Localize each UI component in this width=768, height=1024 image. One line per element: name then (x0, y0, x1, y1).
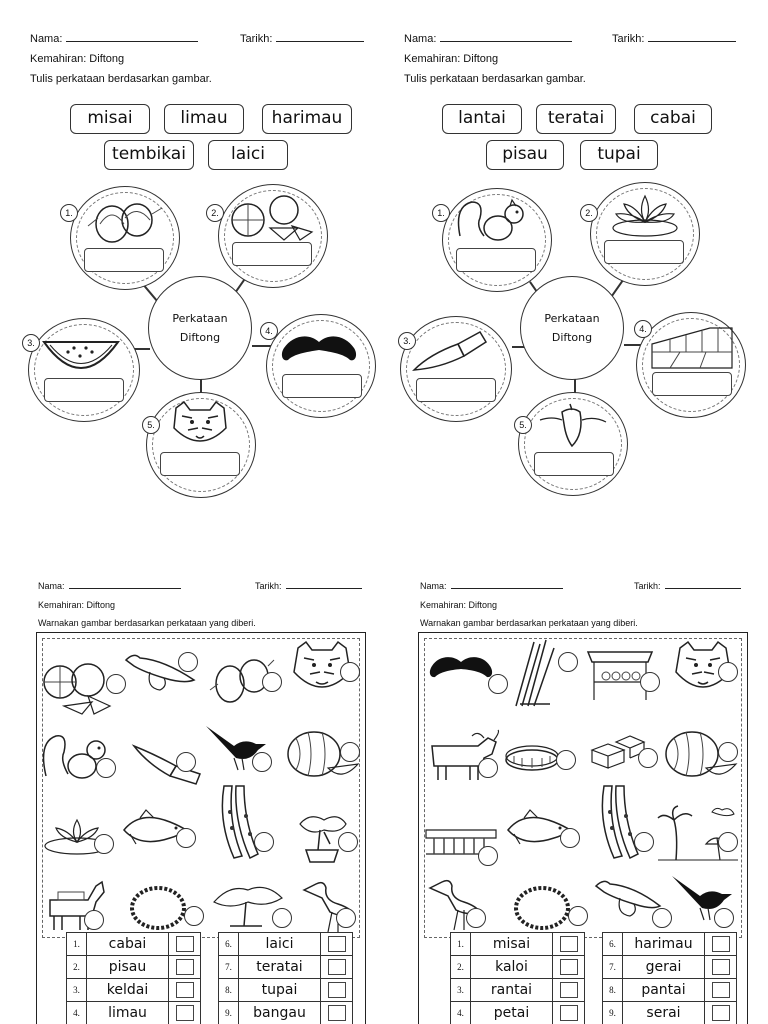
number-label: 5. (142, 416, 160, 434)
color-key-box[interactable] (553, 933, 585, 956)
name-field[interactable] (38, 581, 181, 591)
center-text-line2: Diftong (179, 331, 221, 344)
color-circle[interactable] (176, 828, 196, 848)
table-row: 7. teratai (219, 956, 353, 979)
word-cell: tupai (239, 979, 321, 1002)
answer-box-4[interactable] (282, 374, 362, 398)
answer-box-1[interactable] (456, 248, 536, 272)
number-label: 4. (260, 322, 278, 340)
color-circle[interactable] (254, 832, 274, 852)
worksheet-top-right (384, 0, 768, 520)
table-row: 3. keldai (67, 979, 201, 1002)
lime-fruit-icon (42, 658, 114, 716)
color-circle[interactable] (478, 758, 498, 778)
word-box: tupai (580, 140, 658, 170)
color-key-box[interactable] (169, 956, 201, 979)
center-text-line2: Diftong (551, 331, 593, 344)
color-key-box[interactable] (321, 1002, 353, 1024)
floor-balcony-icon (650, 324, 734, 370)
name-field[interactable] (30, 32, 198, 45)
name-label: Nama: (38, 581, 65, 591)
color-circle[interactable] (272, 908, 292, 928)
color-circle[interactable] (84, 910, 104, 930)
number-label: 4. (634, 320, 652, 338)
skill-text: Kemahiran: Diftong (404, 53, 499, 65)
word-cell: petai (471, 1002, 553, 1024)
color-key-box[interactable] (553, 1002, 585, 1024)
color-circle[interactable] (340, 742, 360, 762)
table-row: 6. laici (219, 933, 353, 956)
color-circle[interactable] (718, 832, 738, 852)
color-key-box[interactable] (705, 933, 737, 956)
color-circle[interactable] (176, 752, 196, 772)
color-key-box[interactable] (705, 979, 737, 1002)
mustache-icon (426, 652, 496, 682)
word-cell: harimau (623, 933, 705, 956)
knife-icon (410, 326, 488, 374)
word-cell: limau (87, 1002, 169, 1024)
instruction-text: Warnakan gambar berdasarkan perkataan yang diberi. (38, 618, 256, 628)
instruction-text: Tulis perkataan berdasarkan gambar. (30, 73, 212, 85)
table-row: 7. gerai (603, 956, 737, 979)
table-row: 1. misai (451, 933, 585, 956)
table-row: 9. serai (603, 1002, 737, 1024)
color-key-box[interactable] (321, 956, 353, 979)
word-box: teratai (536, 104, 616, 134)
color-circle[interactable] (556, 750, 576, 770)
worksheet-bottom-right (384, 570, 768, 1024)
chili-pepper-icon (538, 398, 608, 450)
color-circle[interactable] (638, 748, 658, 768)
center-bubble (520, 276, 624, 380)
table-row: 8. tupai (219, 979, 353, 1002)
lemongrass-icon (510, 638, 560, 708)
color-circle[interactable] (466, 908, 486, 928)
word-cell: teratai (239, 956, 321, 979)
date-field[interactable] (255, 581, 362, 591)
date-label: Tarikh: (634, 581, 661, 591)
watermelon-slice-icon (40, 334, 122, 374)
color-key-box[interactable] (321, 979, 353, 1002)
number-label: 3. (22, 334, 40, 352)
table-row: 8. pantai (603, 979, 737, 1002)
color-key-box[interactable] (169, 979, 201, 1002)
color-circle[interactable] (488, 674, 508, 694)
word-cell: laici (239, 933, 321, 956)
color-circle[interactable] (184, 906, 204, 926)
answer-box-5[interactable] (160, 452, 240, 476)
word-box: tembikai (104, 140, 194, 170)
color-circle[interactable] (718, 742, 738, 762)
answer-box-4[interactable] (652, 372, 732, 396)
color-circle[interactable] (714, 908, 734, 928)
number-label: 2. (206, 204, 224, 222)
color-circle[interactable] (640, 672, 660, 692)
name-field[interactable] (420, 581, 563, 591)
table-row: 4. limau (67, 1002, 201, 1024)
color-circle[interactable] (560, 828, 580, 848)
word-box: cabai (634, 104, 712, 134)
worksheet-top-left (0, 0, 384, 520)
table-row: 9. bangau (219, 1002, 353, 1024)
woven-basket-icon (504, 736, 562, 776)
table-row: 6. harimau (603, 933, 737, 956)
color-circle[interactable] (558, 652, 578, 672)
color-key-box[interactable] (705, 1002, 737, 1024)
name-label: Nama: (420, 581, 447, 591)
rambutan-fruit-icon (82, 196, 166, 248)
answer-box-3[interactable] (416, 378, 496, 402)
color-circle[interactable] (262, 672, 282, 692)
word-list-table-right (602, 932, 737, 1024)
date-field[interactable] (634, 581, 741, 591)
petai-pod-icon (596, 782, 642, 862)
answer-box-3[interactable] (44, 378, 124, 402)
answer-box-2[interactable] (604, 240, 684, 264)
center-text-line1: Perkataan (172, 312, 228, 325)
color-circle[interactable] (568, 906, 588, 926)
word-list-table-right (218, 932, 353, 1024)
word-cell: pantai (623, 979, 705, 1002)
date-label: Tarikh: (255, 581, 282, 591)
color-circle[interactable] (478, 846, 498, 866)
color-circle[interactable] (652, 908, 672, 928)
word-cell: bangau (239, 1002, 321, 1024)
mustache-icon (278, 330, 360, 366)
word-cell: rantai (471, 979, 553, 1002)
bead-chain-icon (510, 882, 574, 934)
color-key-box[interactable] (169, 1002, 201, 1024)
skill-text: Kemahiran: Diftong (420, 600, 498, 610)
word-cell: pisau (87, 956, 169, 979)
instruction-text: Warnakan gambar berdasarkan perkataan yang diberi. (420, 618, 638, 628)
answer-box-5[interactable] (534, 452, 614, 476)
table-row: 2. pisau (67, 956, 201, 979)
word-box: harimau (262, 104, 352, 134)
color-key-box[interactable] (705, 956, 737, 979)
color-key-box[interactable] (553, 956, 585, 979)
number-label: 5. (514, 416, 532, 434)
squirrel-icon (454, 196, 534, 246)
color-circle[interactable] (178, 652, 198, 672)
tiger-face-icon (168, 398, 232, 450)
name-field[interactable] (404, 32, 572, 45)
color-circle[interactable] (634, 832, 654, 852)
color-circle[interactable] (338, 832, 358, 852)
date-label: Tarikh: (240, 33, 273, 45)
instruction-text: Tulis perkataan berdasarkan gambar. (404, 73, 586, 85)
color-circle[interactable] (252, 752, 272, 772)
worksheet-bottom-left (0, 570, 384, 1024)
name-label: Nama: (30, 33, 63, 45)
word-cell: cabai (87, 933, 169, 956)
word-list-table-left (66, 932, 201, 1024)
word-box: laici (208, 140, 288, 170)
color-circle[interactable] (94, 834, 114, 854)
number-label: 1. (60, 204, 78, 222)
word-cell: kaloi (471, 956, 553, 979)
number-label: 1. (432, 204, 450, 222)
word-cell: gerai (623, 956, 705, 979)
center-bubble (148, 276, 252, 380)
skill-text: Kemahiran: Diftong (30, 53, 125, 65)
date-field[interactable] (240, 32, 364, 45)
word-cell: misai (471, 933, 553, 956)
color-key-box[interactable] (169, 933, 201, 956)
color-circle[interactable] (718, 662, 738, 682)
petai-pod-icon (216, 782, 262, 862)
color-circle[interactable] (106, 674, 126, 694)
lime-fruit-icon (226, 192, 316, 242)
center-text-line1: Perkataan (544, 312, 600, 325)
date-field[interactable] (612, 32, 736, 45)
word-box: pisau (486, 140, 564, 170)
word-box: lantai (442, 104, 522, 134)
table-row: 1. cabai (67, 933, 201, 956)
word-cell: serai (623, 1002, 705, 1024)
answer-box-2[interactable] (232, 242, 312, 266)
skill-text: Kemahiran: Diftong (38, 600, 116, 610)
number-label: 3. (398, 332, 416, 350)
color-circle[interactable] (336, 908, 356, 928)
color-key-box[interactable] (553, 979, 585, 1002)
color-circle[interactable] (340, 662, 360, 682)
word-box: limau (164, 104, 244, 134)
bead-chain-icon (126, 882, 190, 934)
answer-box-1[interactable] (84, 248, 164, 272)
table-row: 3. rantai (451, 979, 585, 1002)
table-row: 4. petai (451, 1002, 585, 1024)
lotus-flower-icon (608, 188, 682, 240)
table-row: 2. kaloi (451, 956, 585, 979)
word-list-table-left (450, 932, 585, 1024)
name-label: Nama: (404, 33, 437, 45)
word-cell: keldai (87, 979, 169, 1002)
word-box: misai (70, 104, 150, 134)
color-circle[interactable] (96, 758, 116, 778)
number-label: 2. (580, 204, 598, 222)
color-key-box[interactable] (321, 933, 353, 956)
date-label: Tarikh: (612, 33, 645, 45)
